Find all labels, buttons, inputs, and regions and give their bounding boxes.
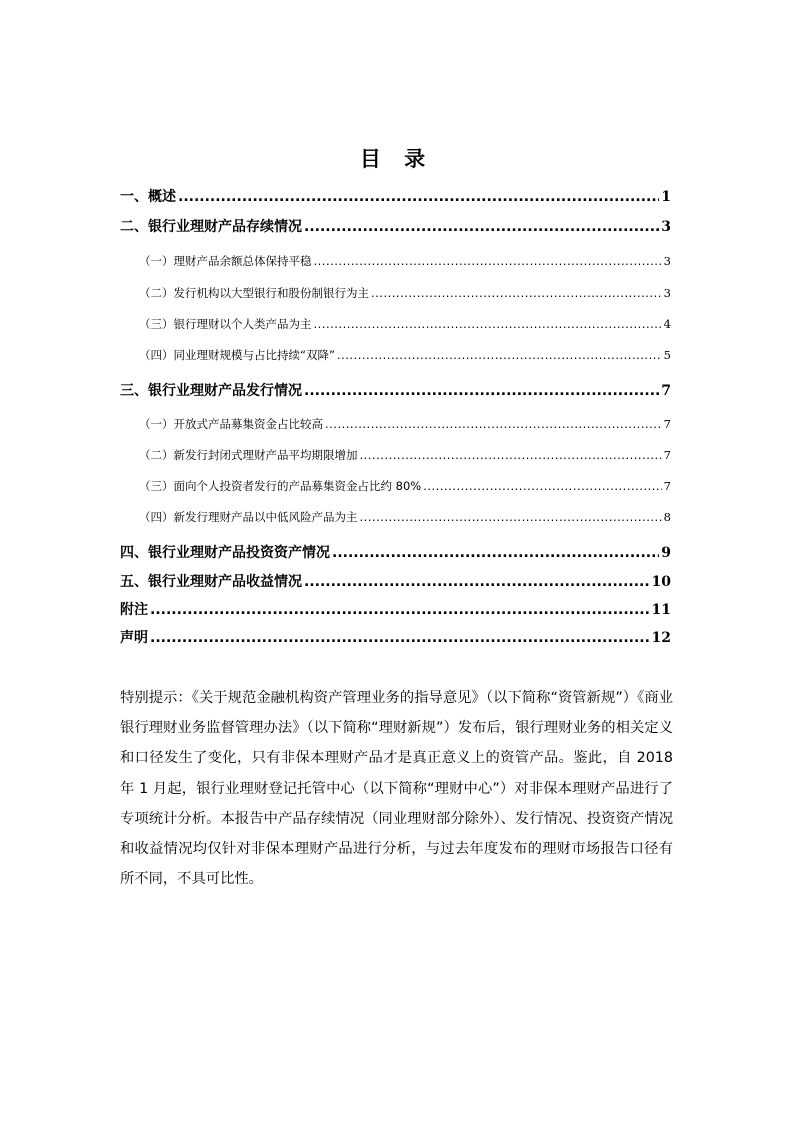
toc-label: 银行业理财产品收益情况 <box>148 574 302 590</box>
toc-number: 四、 <box>120 545 148 561</box>
toc-number: （一） <box>139 417 174 431</box>
toc-entry-overview[interactable] <box>120 186 671 206</box>
toc-label: 面向个人投资者发行的产品募集资金占比约 80% <box>173 479 422 493</box>
toc-entry-section-2[interactable] <box>120 216 671 236</box>
toc-label: 新发行理财产品以中低风险产品为主 <box>173 510 358 524</box>
toc-label: 附注 <box>120 602 148 618</box>
page-title: 目 录 <box>359 147 434 171</box>
toc-number: （二） <box>139 448 174 462</box>
toc-entry-3-2[interactable] <box>120 447 671 463</box>
toc-page-number: 7 <box>661 383 671 399</box>
toc-number: 五、 <box>120 574 148 590</box>
toc-leader <box>178 189 659 205</box>
toc-label: 银行业理财产品存续情况 <box>148 219 302 235</box>
toc-leader <box>360 510 662 524</box>
toc-page-number: 12 <box>651 630 671 646</box>
toc-number: 一、 <box>120 189 148 205</box>
toc-page-number: 8 <box>663 510 671 524</box>
toc-number: 三、 <box>120 383 148 399</box>
toc-page-number: 3 <box>663 286 671 300</box>
toc-leader <box>314 317 662 331</box>
toc-page-number: 5 <box>663 348 671 362</box>
toc-leader <box>304 219 659 235</box>
toc-page-number: 10 <box>651 574 671 590</box>
toc-leader <box>150 602 650 618</box>
toc-page-number: 1 <box>661 189 671 205</box>
toc-entry-3-1[interactable] <box>120 416 671 432</box>
toc-label: 银行业理财产品投资资产情况 <box>148 545 330 561</box>
toc-page-number: 3 <box>661 219 671 235</box>
toc-number: （四） <box>139 348 174 362</box>
toc-leader <box>150 630 650 646</box>
toc-number: （二） <box>139 286 174 300</box>
toc-number: （一） <box>139 254 174 268</box>
toc-entry-2-1[interactable] <box>120 253 671 269</box>
toc-label: 银行理财以个人类产品为主 <box>173 317 312 331</box>
toc-label: 概述 <box>148 189 176 205</box>
toc-label: 新发行封闭式理财产品平均期限增加 <box>173 448 358 462</box>
toc-leader <box>314 254 662 268</box>
toc-leader <box>371 286 662 300</box>
toc-label: 发行机构以大型银行和股份制银行为主 <box>173 286 369 300</box>
toc-number: （三） <box>139 317 174 331</box>
toc-number: （三） <box>139 479 174 493</box>
toc-entry-2-3[interactable] <box>120 316 671 332</box>
toc-leader <box>304 574 650 590</box>
toc-entry-section-3[interactable] <box>120 380 671 400</box>
toc-entry-statement[interactable] <box>120 627 671 647</box>
special-notice: 特别提示：《关于规范金融机构资产管理业务的指导意见》（以下简称“资管新规”）《商业银行理财业务监督管理办法》（以下简称“理财新规”）发布后，银行理财业务的相关定义和口径发生了变化，只有非保本理财产品才是真正意义上的资管产品。鉴此，自 2018 年 1 月起，银行业理财登记托管中心（以下简称“理财中心”）对非保本理财产品进行了专项统计分析。本报告中产品存续情况（同业理财部分除外）、发行情况、投资资产情况和收益情况均仅针对非保本理财产品进行分析，与过去年度发布的理财市场报告口径有所不同，不具可比性。 <box>120 690 673 888</box>
toc-page-number: 7 <box>663 479 671 493</box>
toc-entry-2-4[interactable] <box>120 347 671 363</box>
toc-leader <box>304 383 659 399</box>
toc-page-number: 3 <box>663 254 671 268</box>
toc-leader <box>360 448 662 462</box>
toc-leader <box>332 545 659 561</box>
toc-entry-3-3[interactable] <box>120 478 671 494</box>
toc-label: 银行业理财产品发行情况 <box>148 383 302 399</box>
toc-number: （四） <box>139 510 174 524</box>
toc-page-number: 4 <box>663 317 671 331</box>
toc-entry-2-2[interactable] <box>120 285 671 301</box>
toc-page-number: 7 <box>663 448 671 462</box>
toc-entry-notes[interactable] <box>120 599 671 619</box>
toc-label: 声明 <box>120 630 148 646</box>
toc-label: 同业理财规模与占比持续“双降” <box>173 348 335 362</box>
toc-page-number: 9 <box>661 545 671 561</box>
toc-leader <box>423 479 661 493</box>
toc-page-number: 11 <box>651 602 671 618</box>
toc-number: 二、 <box>120 219 148 235</box>
toc-label: 开放式产品募集资金占比较高 <box>173 417 323 431</box>
toc-page-number: 7 <box>663 417 671 431</box>
toc-entry-3-4[interactable] <box>120 509 671 525</box>
toc-entry-section-4[interactable] <box>120 542 671 562</box>
toc-label: 理财产品余额总体保持平稳 <box>173 254 312 268</box>
toc-leader <box>337 348 662 362</box>
toc-leader <box>325 417 662 431</box>
toc-entry-section-5[interactable] <box>120 571 671 591</box>
